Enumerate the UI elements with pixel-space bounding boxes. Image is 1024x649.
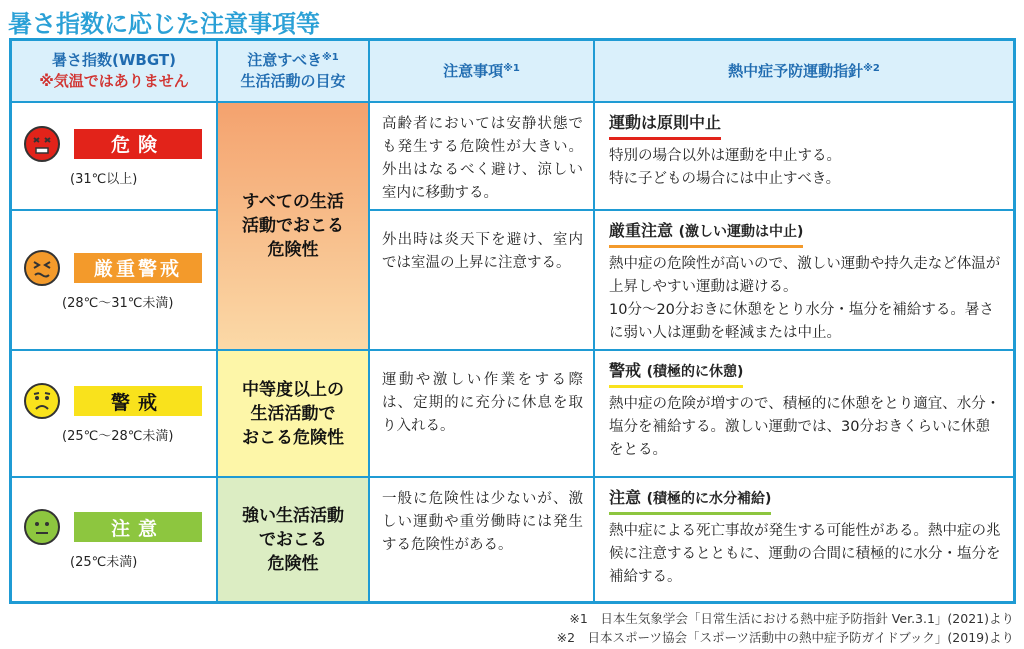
- guide-title-sub: (積極的に水分補給): [646, 491, 772, 507]
- level-range-severe: (28℃〜31℃未満): [62, 295, 174, 311]
- guide-title-sub: (積極的に休憩): [646, 364, 744, 380]
- guide-title-sub: (激しい運動は中止): [678, 224, 804, 240]
- level-range-danger: (31℃以上): [70, 171, 138, 187]
- header-activity-line1: 注意すべき: [247, 51, 322, 69]
- header-activity: [218, 41, 370, 103]
- activity-strong-line: 危険性: [267, 553, 319, 574]
- note-danger: 高齢者においては安静状態でも発生する危険性が大きい。外出はなるべく避け、涼しい室内に移動する。: [370, 103, 595, 211]
- header-activity-line2: 生活活動の目安: [240, 72, 346, 90]
- header-guide: [595, 41, 1013, 103]
- level-badge-caution: 注意: [74, 512, 202, 542]
- activity-all: [218, 103, 370, 351]
- activity-strong-line: でおこる: [259, 529, 327, 550]
- guide-severe: [595, 211, 1013, 351]
- header-notes: [370, 41, 595, 103]
- activity-moderate-line: おこる危険性: [242, 427, 344, 448]
- note-caution: 一般に危険性は少ないが、激しい運動や重労働時には発生する危険性がある。: [370, 478, 595, 601]
- guide-title: [609, 486, 771, 515]
- guide-body: 熱中症による死亡事故が発生する可能性がある。熱中症の兆候に注意するとともに、運動の合間に積極的に水分・塩分を補給する。: [609, 523, 1001, 585]
- guide-title-text: 警戒: [609, 361, 642, 380]
- activity-all-line: 活動でおこる: [242, 216, 344, 236]
- activity-moderate: [218, 351, 370, 478]
- guide-body: 熱中症の危険が増すので、積極的に休憩をとり適宜、水分・塩分を補給する。激しい運動では、30分おきくらいに休憩をとる。: [609, 396, 1001, 458]
- guide-title-text: 注意: [609, 488, 642, 507]
- heat-index-table: [9, 38, 1016, 604]
- worried-face-icon: [24, 383, 60, 419]
- level-range-warning: (25℃〜28℃未満): [62, 429, 174, 444]
- header-guide-sup: ※2: [863, 62, 880, 74]
- level-warning: [12, 351, 218, 478]
- neutral-face-icon: [24, 509, 60, 545]
- guide-title: [609, 359, 743, 388]
- activity-strong-line: 強い生活活動: [242, 505, 344, 526]
- header-wbgt-note: ※気温ではありません: [39, 72, 189, 90]
- level-severe: [12, 211, 218, 351]
- header-notes-sup: ※1: [503, 62, 520, 74]
- guide-warning: [595, 351, 1013, 478]
- header-guide-label: 熱中症予防運動指針: [728, 61, 864, 80]
- activity-strong: [218, 478, 370, 601]
- guide-title: [609, 219, 803, 248]
- activity-all-line: 危険性: [267, 240, 319, 260]
- level-range-caution: (25℃未満): [70, 555, 138, 570]
- level-danger: [12, 103, 218, 211]
- distressed-face-icon: [24, 250, 60, 286]
- activity-moderate-line: 中等度以上の: [242, 379, 344, 400]
- header-wbgt-label: 暑さ指数(WBGT): [52, 51, 176, 69]
- guide-body: 特別の場合以外は運動を中止する。 特に子どもの場合には中止すべき。: [609, 148, 841, 187]
- level-badge-warning: 警戒: [74, 386, 202, 416]
- guide-title-text: 運動は原則中止: [609, 113, 722, 132]
- angry-face-icon: [24, 126, 60, 162]
- note-warning: 運動や激しい作業をする際は、定期的に充分に休息を取り入れる。: [370, 351, 595, 478]
- header-wbgt: [12, 41, 218, 103]
- guide-danger: [595, 103, 1013, 211]
- note-severe: 外出時は炎天下を避け、室内では室温の上昇に注意する。: [370, 211, 595, 351]
- level-caution: [12, 478, 218, 601]
- activity-all-line: すべての生活: [242, 192, 344, 212]
- level-badge-severe: 厳重警戒: [74, 253, 202, 283]
- page-title: 暑さ指数に応じた注意事項等: [8, 10, 320, 38]
- guide-body: 熱中症の危険性が高いので、激しい運動や持久走など体温が上昇しやすい運動は避ける。 10分〜20分おきに休憩をとり水分・塩分を補給する。暑さに弱い人は運動を軽減または中止。: [609, 256, 1001, 341]
- guide-title: [609, 111, 721, 140]
- activity-moderate-line: 生活活動で: [250, 403, 336, 424]
- footnote-1: ※1 日本生気象学会「日常生活における熱中症予防指針 Ver.3.1」(2021)より: [569, 611, 1014, 626]
- level-badge-danger: 危険: [74, 129, 202, 159]
- header-notes-label: 注意事項: [443, 61, 504, 80]
- guide-title-text: 厳重注意: [609, 221, 674, 240]
- footnote-2: ※2 日本スポーツ協会「スポーツ活動中の熱中症予防ガイドブック」(2019)より: [556, 630, 1014, 645]
- header-activity-sup: ※1: [322, 52, 339, 63]
- guide-caution: [595, 478, 1013, 601]
